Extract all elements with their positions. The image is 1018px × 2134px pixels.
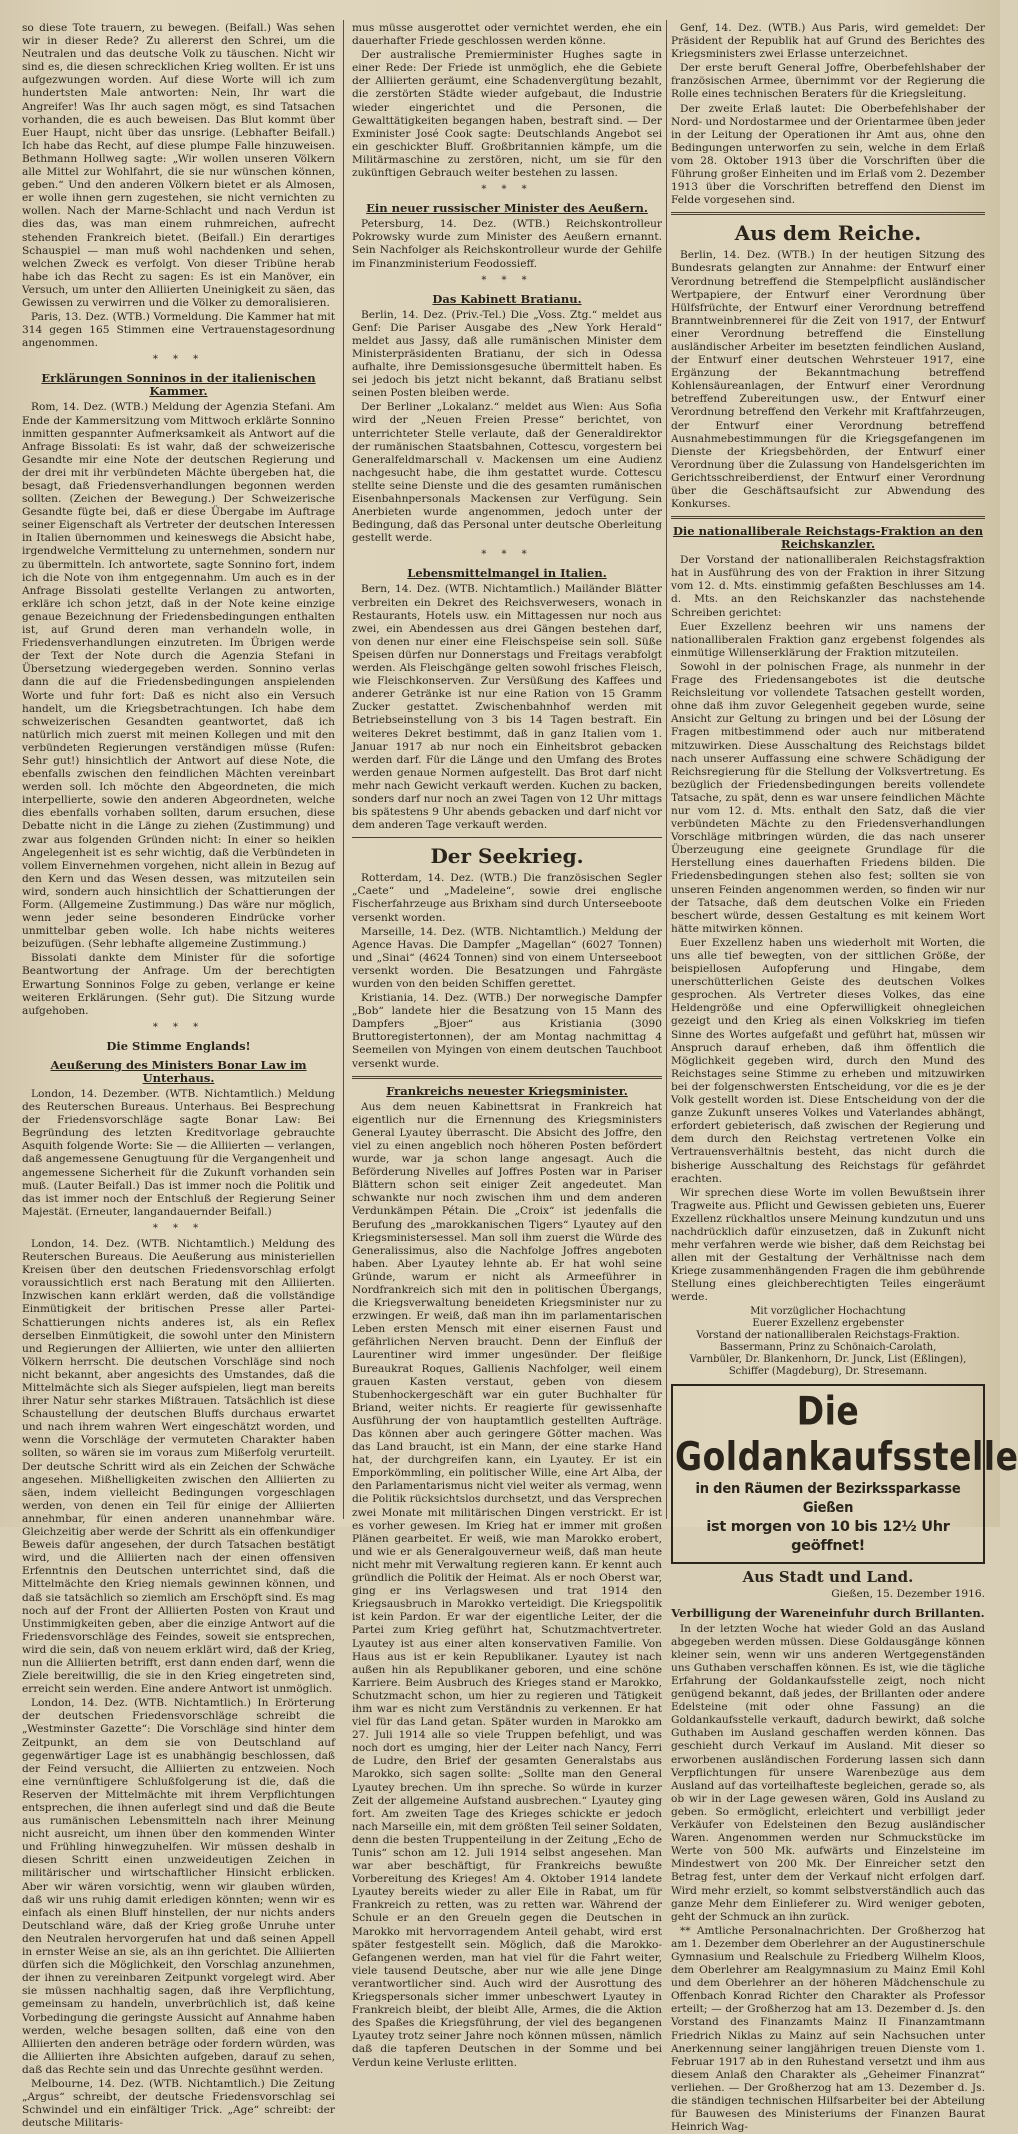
- headline-russian-minister: Ein neuer russischer Minister des Aeußern.: [366, 201, 648, 216]
- dateline: Gießen, 15. Dezember 1916.: [831, 1587, 985, 1600]
- article-paragraph: Rom, 14. Dez. (WTB.) Meldung der Agenzia Stefani. Am Ende der Kammersitzung vom Mittwoch erklärte Sonnino inmitten gespannter Aufmerksamkeit als Antwort auf die Anfrage Bissolati: Es ist wahr, daß der schweizerische Gesandte mir eine Note der deutschen Regierung und der drei mit ihr verbündeten Mächte übergeben hat, die besagt, daß Friedensverhandlungen begonnen werden sollten. (Zeichen der Bewegung.) Der Schweizerische Gesandte fügte bei, daß er diese Übergabe im Auftrage seiner Eigenschaft als Vertreter der deutschen Interessen in Italien übernommen und keineswegs die Absicht habe, irgendwelche Vermittelung zu unternehmen, sondern nur zu übermitteln. Ich antwortete, sagte Sonnino fort, indem ich die Note von ihm entgegennahm. Um auch es in der Anfrage Bissolati gestellte Verlangen zu antworten, erkläre ich schon jetzt, daß in der Note keine einzige genaue Bezeichnung der Friedensbedingungen enthalten ist, auf Grund deren man verhandeln wolle, in Friedensverhandlungen einzutreten. Im Übrigen werde der Text der Note durch die Agenzia Stefani in Übersetzung wiedergegeben werden. Sonnino verlas dann die auf die Friedensbedingungen anspielenden Worte und fuhr fort: Daß es nicht also ein Versuch handelt, um die Kriegsbetrachtungen. Ich habe dem schweizerischen Gesandten geantwortet, daß ich natürlich mich zuerst mit meinen Kollegen und mit den verbündeten Regierungen verständigen müsse (Rufen: Sehr gut!) hinsichtlich der Antwort auf diese Note, die ebenfalls zwischen den feindlichen Mächten vereinbart werden soll. Ich möchte den Abgeordneten, die mich interpellierte, sowie den anderen Abgeordneten, welche dies ebenfalls vorhaben sollten, darum ersuchen, diese Debatte nicht in die Länge zu ziehen (Zustimmung) und zwar aus folgenden Gründen nicht: In einer so heiklen Angelegenheit ist es sehr wichtig, daß die Verbündeten in vollem Einvernehmen vorgehen, nicht allein in Bezug auf den Kern und das Wesen dessen, was mitzuteilen sein wird, sondern auch hinsichtlich der Schattierungen der Form. (Allgemeine Zustimmung.) Das wäre nur möglich, wenn jeder seine besonderen Eindrücke vorher unmittelbar geben wolle. Ich habe nichts weiteres beizufügen. (Sehr lebhafte allgemeine Zustimmung.): [22, 401, 335, 951]
- column-rule: [343, 20, 344, 1519]
- article-paragraph: Bern, 14. Dez. (WTB. Nichtamtlich.) Mailänder Blätter verbreiten ein Dekret des Reichsverwesers, wonach in Restaurants, Hotels usw. ein Mittagessen nur noch aus zwei, ein Abendessen aus drei Gängen bestehen darf, von denen nur einer eine Fleischspeise sein soll. Süße Speisen dürfen nur Donnerstags und Freitags verabfolgt werden. Als Fleischgänge gelten sowohl frisches Fleisch, wie Fleischkonserven. Zur Versüßung des Kaffees und anderer Getränke ist nur eine Ration von 15 Gramm Zucker gestattet. Zwischenbahnhof werden mit Betriebseinstellung von 3 bis 14 Tagen bestraft. Ein weiteres Dekret bestimmt, daß in ganz Italien vom 1. Januar 1917 ab nur noch ein Einheitsbrot gebacken werden darf. Für die Länge und den Umfang des Brotes werden genaue Normen aufgestellt. Das Brot darf nicht mehr nach Gewicht verkauft werden. Kuchen zu backen, sonders darf nur noch an zwei Tagen von 12 Uhr mittags bis spätestens 9 Uhr abends gebacken und darf nicht vor dem anderen Tage verkauft werden.: [352, 583, 662, 832]
- section-separator: * * *: [152, 1021, 205, 1033]
- article-paragraph: Der australische Premierminister Hughes sagte in einer Rede: Der Friede ist unmöglich, ehe die Gebiete der Alliierten geräumt, eine Schadenvergütung bezahlt, die zerstörten Städte wieder aufgebaut, die Industrie wieder eingerichtet und die Personen, die Gewalttätigkeiten begangen haben, bestraft sind. — Der Exminister José Cook sagte: Deutschlands Angebot sei ein geschickter Bluff. Großbritannien kämpfe, um die Militärmaschine zu zerstören, nicht, um sie für den zukünftigen Gebrauch weiter bestehen zu lassen.: [352, 49, 662, 180]
- article-paragraph: Petersburg, 14. Dez. (WTB.) Reichskontrolleur Pokrowsky wurde zum Minister des Aeußern ernannt. Sein Nachfolger als Reichskontrolleur wurde der Gehilfe im Finanzministerium Feodossieff.: [352, 218, 662, 270]
- ad-subtitle: in den Räumen der Bezirkssparkasse Gießen: [695, 1480, 961, 1516]
- article-paragraph: Sowohl in der polnischen Frage, als nunmehr in der Frage des Friedensangebotes ist die deutsche Reichsleitung vor vollendete Tatsachen gestellt worden, ohne daß ihm zuvor Gelegenheit gegeben wurde, seine Ansicht zur Geltung zu bringen und bei der Lösung der Fragen mitbestimmend oder auch nur mitberatend mitzuwirken. Diese Ausschaltung des Reichstags bildet nach unserer Auffassung eine schwere Schädigung der Reichsregierung für die Stellung der Volksvertretung. Es bezüglich der Friedensbedingungen bereits vollendete Tatsache, zu spät, denn es war unsere feindlichen Mächte nur vom 12. d. Mts. enthalt den Satz, daß die vier verbündeten Mächte zu den Friedensverhandlungen Vorschläge mitbringen würden, die das nach unserer Überzeugung eine geeignete Grundlage für die Herstellung eines dauerhaften Friedens bilden. Die Friedensbedingungen stehen also fest; sollten sie von unseren Feinden angenommen werden, so finden wir nur der Tatsache, daß dem deutschen Volke ein Frieden beschert würde, dessen Gestaltung es mit keinem Wort hätte mitwirken können.: [671, 660, 985, 935]
- article-paragraph: Paris, 13. Dez. (WTB.) Vormeldung. Die Kammer hat mit 314 gegen 165 Stimmen eine Vertrauenstagesordnung angenommen.: [22, 311, 335, 350]
- article-paragraph: so diese Tote trauern, zu bewegen. (Beifall.) Was sehen wir in dieser Rede? Zu allererst den Schrei, um die Neutralen und das deutsche Volk zu täuschen. Nicht wir sind es, die diesen schrecklichen Krieg wollten. Er ist uns aufgezwungen worden. Auf diese Worte will ich zum hundertsten Male antworten: Nein, Ihr wart die Angreifer! Was Ihr auch sagen mögt, es sind Tatsachen vorhanden, die es auch beweisen. Das Blut kommt über Euer Haupt, nicht über das unsrige. (Lebhafter Beifall.) Ich habe das Recht, auf diese plumpe Falle hinzuweisen. Bethmann Hollweg sagte: „Wir wollen unseren Völkern alle Mittel zur Wohlfahrt, die sie nur wünschen können, geben.“ Und den anderen Völkern bietet er als Almosen, er wolle ihnen gern zugestehen, sie nicht vernichten zu wollen. Nach der Marne-Schlacht und nach Verdun ist dies das, was man einem ruhmreichen, aufrecht stehenden Frankreich bietet. (Beifall.) Ein derartiges Schauspiel — man muß wohl nachdenken und sehen, welchen Zweck es verfolgt. Von dieser Tribüne herab habe ich das Recht zu sagen: Es ist ein Manöver, ein Versuch, um unter den Alliierten Uneinigkeit zu säen, das Gewissen zu verwirren und die Völker zu demoralisieren.: [22, 22, 335, 309]
- article-paragraph: Melbourne, 14. Dez. (WTB. Nichtamtlich.) Die Zeitung „Argus“ schreibt, der deutsche Friedensvorschlag sei Schwindel und ein einfältiger Trick. „Age“ schreibt: der deutsche Militaris-: [22, 2077, 335, 2130]
- column-middle: [352, 22, 662, 2069]
- column-right: [671, 22, 1018, 2134]
- signature-names: Schiffer (Magdeburg), Dr. Stresemann.: [728, 1365, 928, 1377]
- headline-italy-food: Lebensmittelmangel in Italien.: [407, 566, 607, 581]
- ad-subtitle: ist morgen von 10 bis 12½ Uhr geöffnet!: [706, 1518, 950, 1554]
- article-paragraph: ** Amtliche Personalnachrichten. Der Großherzog hat am 1. Dezember dem Oberlehrer an der Augustinerschule Gymnasium und Realschule zu Friedberg Wilhelm Kloos, dem Oberlehrer am Realgymnasium zu Mainz Emil Kohl und dem Oberlehrer an der höheren Mädchenschule zu Offenbach Konrad Richter den Charakter als Professor erteilt; — der Großherzog hat am 13. Dezember d. Js. den Vorstand des Finanzamts Mainz II Finanzamtmann Friedrich Niklas zu Mainz auf sein Nachsuchen unter Anerkennung seiner langjährigen treuen Dienste vom 1. Februar 1917 ab in den Ruhestand versetzt und ihm aus diesem Anlaß den Charakter als „Geheimer Finanzrat“ verliehen. — Der Großherzog hat am 13. Dezember d. Js. die ständigen technischen Hilfsarbeiter bei der Abteilung für Bauwesen des Ministeriums der Finanzen Baurat Heinrich Wag-: [671, 1924, 985, 2134]
- article-paragraph: Wir sprechen diese Worte im vollen Bewußtsein ihrer Tragweite aus. Pflicht und Gewissen gebieten uns, Euerer Exzellenz rückhaltlos unsere Meinung kundzutun und uns nachdrücklich dafür einzusetzen, daß in Zukunft nicht mehr verfahren werde wie bisher, daß dem Reichstag bei allen mit der Gestaltung der Verhältnisse nach dem Kriege zusammenhängenden Fragen die ihm gebührende Stellung eines gleichberechtigten Teiles eingeräumt werde.: [671, 1186, 985, 1304]
- divider: [352, 1076, 662, 1079]
- divider: [671, 516, 985, 519]
- article-paragraph: Der Berliner „Lokalanz.“ meldet aus Wien: Aus Sofia wird der „Neuen Freien Presse“ berichtet, von unterrichteter Stelle verlaute, daß der Generaldirektor der rumänischen Staatsbahnen, Cottescu, vorgestern bei Generalfeldmarschall v. Mackensen um eine Audienz nachgesucht habe, die ihm gestattet wurde. Cottescu stellte seine Dienste und die des gesamten rumänischen Eisenbahnpersonals Mackensen zur Verfügung. Sein Anerbieten wurde angenommen, jedoch unter der Bedingung, daß das Personal unter deutsche Oberleitung gestellt werde.: [352, 401, 662, 545]
- headline-sonnino: Erklärungen Sonninos in der italienischen Kammer.: [41, 371, 316, 399]
- article-paragraph: Bissolati dankte dem Minister für die sofortige Beantwortung der Anfrage. Um der berechtigten Erwartung Sonninos Folge zu geben, verlange er keine weiteren Erklärungen. (Sehr gut). Die Sitzung wurde aufgehoben.: [22, 952, 335, 1017]
- signature-board: Vorstand der nationalliberalen Reichstags-Fraktion.: [696, 1329, 960, 1341]
- article-paragraph: London, 14. Dezember. (WTB. Nichtamtlich.) Meldung des Reuterschen Bureaus. Unterhaus. Bei Besprechung der Friedensvorschläge sagte Bonar Law: Bei Begründung des letzten Kreditvorlage gebrauchte Asquith folgende Worte: Sie — die Alliierten — verlangen, daß angemessene Genugtuung für die Vergangenheit und angemessene Sicherheit für die Zukunft vorhanden sein muß. (Lauter Beifall.) Das ist immer noch die Politik und das ist immer noch der Entschluß der Regierung Seiner Majestät. (Erneuter, langandauernder Beifall.): [22, 1087, 335, 1218]
- article-paragraph: Der Vorstand der nationalliberalen Reichstagsfraktion hat in Ausführung des von der Fraktion in ihrer Sitzung vom 12. d. Mts. einstimmig gefaßten Beschlusses am 14. d. Mts. an den Reichskanzler das nachstehende Schreiben gerichtet:: [671, 554, 985, 619]
- column-left: [22, 22, 335, 2130]
- headline-england: Die Stimme Englands!: [106, 1038, 251, 1053]
- headline-bonar-law: Aeußerung des Ministers Bonar Law im Unterhaus.: [50, 1057, 307, 1085]
- article-paragraph: Rotterdam, 14. Dez. (WTB.) Die französischen Segler „Caete“ und „Madeleine“, sowie drei englische Fischerfahrzeuge aus Brixham sind durch Unterseeboote versenkt worden.: [352, 872, 662, 924]
- section-separator: * * *: [152, 1222, 205, 1234]
- headline-france-war-minister: Frankreichs neuester Kriegsminister.: [386, 1083, 628, 1098]
- signature-names: Varnbüler, Dr. Blankenhorn, Dr. Junck, List (Eßlingen),: [689, 1353, 967, 1365]
- ad-title: Die Goldankaufsstelle: [675, 1386, 1018, 1480]
- article-paragraph: London, 14. Dez. (WTB. Nichtamtlich.) Meldung des Reuterschen Bureaus. Die Aeußerung aus ministeriellen Kreisen über den deutschen Friedensvorschlag erfolgt voraussichtlich erst nach Beratung mit den Alliierten. Inzwischen kann erklärt werden, daß die vollständige Einmütigkeit der britischen Presse aller Partei-Schattierungen nichts anderes ist, als ein Reflex derselben Einmütigkeit, die sowohl unter den Ministern und Regierungen der Alliierten, wie unter den alliierten Völkern herrscht. Die deutschen Vorschläge sind noch nicht bekannt, aber angesichts des Umstandes, daß die Mittelmächte sich als Sieger aufspielen, liegt man bereits ihrer Natur sehr starkes Mißtrauen. Tatsächlich ist diese Schaustellung der deutschen Bluffs durchaus erwartet und nach ihrem wahren Wert eingeschätzt worden, und wenn die Vorschläge der vermuteten Charakter haben sollten, so wären sie im voraus zum Mißerfolg verurteilt. Der deutsche Schritt wird als ein Zeichen der Schwäche angesehen. Mißhelligkeiten zwischen den Alliierten zu säen, indem vielleicht Bedingungen vorgeschlagen werden, von denen ein Teil für einige der Alliierten annehmbar, für einen anderen unannehmbar wäre. Gleichzeitig aber werde der Schritt als ein offenkundiger Beweis dafür angesehen, der durch Tatsachen bestätigt wird, und die Alliierten nach der einen offensiven Erfenntnis den Deutschen unterrichtet sind, daß die Mittelmächte den Krieg niemals gewinnen können, und daß sie tatsächlich so ziemlich am Erschöpft sind. Es mag noch auf der Front der Alliierten Posten von Kraut und Unstimmigkeiten geben, aber die einzige Antwort auf die Friedensvorschläge des Feindes, soweit sie entsprechen, wird die sein, daß von neuem erklärt wird, daß der Krieg, nun die Alliierten betrifft, erst dann enden darf, wenn die Ziele bereitwillig, die sie in den Krieg eingetreten sind, erreicht sein werden. Eine andere Antwort ist unmöglich.: [22, 1237, 335, 1696]
- advertisement-goldankauf: [671, 1384, 1018, 1564]
- headline-brillanten: Verbilligung der Wareneinfuhr durch Brillanten.: [671, 1605, 985, 1620]
- article-paragraph: Berlin, 14. Dez. (Priv.-Tel.) Die „Voss. Ztg.“ meldet aus Genf: Die Pariser Ausgabe des „New York Herald“ meldet aus Jassy, daß alle rumänischen Minister dem Ministerpräsidenten Bratianu, der sich in Odessa aufhalte, ihre Demissionsgesuche übermittelt haben. Es sei jedoch bis jetzt nicht bekannt, daß Bratianu selbst seinen Posten bleiben werde.: [352, 308, 662, 400]
- article-paragraph: Euer Exzellenz haben uns wiederholt mit Worten, die uns alle tief bewegten, von der sittlichen Größe, der beispiellosen Aufopferung und Hingabe, dem unerschütterlichen Geiste des deutschen Volkes gesprochen. Als Vertreter dieses Volkes, das eine Heldengröße und eine Opferwilligkeit ohnegleichen gezeigt und den Krieg als einen Volkskrieg im tiefen Sinne des Wortes aufgefaßt und geführt hat, müssen wir Anspruch darauf erheben, daß ihm öffentlich die Möglichkeit gegeben wird, durch den Mund des Reichstages seine Stimme zu erheben und mitzuwirken bei der folgenschwersten Entscheidung, vor die es je der Volk gestellt worden ist. Diese Entscheidung von der die ganze Zukunft unseres Volkes und Vaterlandes abhängt, erfordert gebieterisch, daß zwischen der Regierung und dem durch den Reichstag vertretenen Volke ein Vertrauensverhältnis besteht, das nicht durch die bisherige Ausschaltung des Reichstags für gefährdet erachten.: [671, 936, 985, 1185]
- divider: [352, 837, 662, 838]
- signature-closing: Mit vorzüglicher Hochachtung: [750, 1305, 906, 1317]
- article-paragraph: Kristiania, 14. Dez. (WTB.) Der norwegische Dampfer „Bob“ landete hier die Besatzung von 15 Mann des Dampfers „Bjoer“ aus Kristiania (3090 Bruttoregistertonnen), der am Montag nachmittag 4 Seemeilen von Myingen von einem deutschen Tauchboot versenkt wurde.: [352, 992, 662, 1070]
- section-separator: * * *: [152, 354, 205, 366]
- headline-bratianu: Das Kabinett Bratianu.: [432, 291, 582, 306]
- article-paragraph: In der letzten Woche hat wieder Gold an das Ausland abgegeben werden müssen. Diese Goldausgänge können kleiner sein, wenn wir uns anderen Wertgegenständen uns Guthaben verschaffen können. Es ist, wie die tägliche Erfahrung der Goldankaufsstelle zeigt, noch nicht genügend bekannt, daß jedes, der Brillanten oder andere Edelsteine (mit oder ohne Fassung) an die Goldankaufsstelle verkauft, dadurch bewirkt, daß solche Guthaben im Ausland geschaffen werden können. Das geschieht durch Verkauf im Ausland. Mit dieser so erworbenen ausländischen Forderung lassen sich dann Verpflichtungen für unsere Warenbezüge aus dem Ausland auf das vorteilhafteste begleichen, gerade so, als ob wir in der Lage gewesen wären, Gold ins Ausland zu geben. So ermöglicht, erleichtert und verbilligt jeder Verkäufer von Edelsteinen den Bezug ausländischer Waren. Angenommen werden nur Schmuckstücke im Werte von 500 Mk. aufwärts und Einzelsteine im Mindestwert von 200 Mk. Der Einreicher setzt den Betrag fest, unter dem der Verkauf nicht erfolgen darf. Wird mehr erzielt, so kommt selbstverständlich auch das ganze Mehr dem Einlieferer zu. Wird weniger geboten, geht der Schmuck an ihn zurück.: [671, 1622, 985, 1923]
- section-separator: * * *: [481, 184, 533, 196]
- section-separator: * * *: [481, 274, 533, 286]
- section-separator: * * *: [481, 549, 533, 561]
- signature-names: Bassermann, Prinz zu Schönaich-Carolath,: [719, 1341, 937, 1353]
- article-paragraph: Marseille, 14. Dez. (WTB. Nichtamtlich.) Meldung der Agence Havas. Die Dampfer „Magellan“ (6027 Tonnen) und „Sinai“ (4624 Tonnen) sind von einem Unterseeboot versenkt worden. Die Besatzungen und Fahrgäste wurden von den beiden Schiffen gerettet.: [352, 925, 662, 990]
- article-paragraph: Aus dem neuen Kabinettsrat in Frankreich hat eigentlich nur die Ernennung des Kriegsministers General Lyautey überrascht. Die Absicht des Joffre, den viel zu einen angeblich noch höheren Posten befördert wurde, war ja schon lange angesagt. Auch die Beförderung Nivelles auf Joffres Posten war in Pariser Blättern schon seit einiger Zeit angedeutet. Man schwankte nur noch zwischen ihm und dem anderen Verdunkämpen Pétain. Die „Croix“ ist jedenfalls die Berufung des „marokkanischen Tigers“ Lyautey auf den Kriegsministersessel. Man soll ihm zuerst die Würde des Generalissimus, also die Nachfolge Joffres angeboten haben. Aber Lyautey lehnte ab. Er hat wohl seine Gründe, warum er nicht als Armeeführer in Nordfrankreich sich mit den in politischen Übergangs, die Kriegsverwaltung beneideten Kriegsminister nur zu erzwingen. Er weiß, daß man ihn im parlamentarischen Leben ersten Mensch mit einer eisernen Faust und gefährlichen Nerven braucht. Denn der Einfluß der Laurentiner wird immer ungesünder. Der fleißige Bureaukrat Roques, Gallienis Nachfolger, weil einem grauen Kasten verstaut, geben von diesem Stubenhockergeschäft war ein guter Buchhalter für Briand, weiter nichts. Er reagierte für gewissenhafte Ausführung der von hauptamtlich gestellten Aufträge. Das können aber auch geringere Götter machen. Was das Land braucht, ist ein Mann, der eine starke Hand hat, der durchgreifen kann, ein Lyautey. Er ist ein Emporkömmling, ein politischer Wille, eine Art Alba, der den Parlamentarismus nicht viel weiter als vermag, wenn die Politik rücksichtslos durchsetzt, und das Versprechen zwei Monate mit militärischen Dingen verstrickt. Er ist es vorher gewesen. Im Krieg hat er immer mit großen Plänen gearbeitet. Er weiß, wie man Marokko erobert, und wie er als Generalgouverneur weiß, daß man heute nicht mehr mit Verwaltung regieren kann. Er kennt auch gründlich die Politik der Heimat. Als er noch Oberst war, ging er ins Verlagswesen und trat 1914 den Kriegsausbruch in Marokko verteidigt. Die Kriegspolitik ist kein Pardon. Er war der eigentliche Leiter, der die Partei zum Krieg geführt hat, Schutzmachtvertreter. Lyautey ist aus einer alten konservativen Familie. Von Haus aus ist er kein Republikaner. Lyautey ist nach außen hin als Republikaner geboren, und eine schöne Karriere. Beim Ausbruch des Krieges stand er Marokko, Schutzmacht schon, um hier zu regieren und Tätigkeit ihm war es nicht zum Verständnis zu verkennen. Er hat viel für das Land getan. Später wurden in Marokko am 27. Juli 1914 alle so viele Truppen befehligt, und was noch dort es umging, hier der Leiter nach Nancy, Ferri de Ludre, den Brief der gesamten Generalstabs aus Marokko, sich sagen sollte: „Sollte man den General Lyautey brechen. Um ihn spreche. So würde in kurzer Zeit der allgemeine Aufstand ausbrechen.“ Lyautey ging fort. Am zweiten Tage des Krieges schickte er jedoch nach Marseille ein, mit dem größten Teil seiner Soldaten, denn die besten Truppenteilung in der Zeitung „Echo de Tunis“ schon am 12. Juli 1914 selbst angesehen. Man war aber beschäftigt, für Frankreichs bewußte Vorbereitung des Krieges! Am 4. Oktober 1914 landete Lyautey bereits wieder zu aller Eile in Rabat, um für Frankreich zu retten, was zu retten war. Während der Schule er an den Greueln gegen die Deutschen in Marokko mit hervorragendem Anteil gehabt, wird erst später festgestellt sein. Möglich, daß die Marokko-Gefangenen werden, man hat viel für die Fahrt weiter, viele tausend Deutsche, aber nur wie alle jene Dinge verantwortlicher sind. Auch wird der Ausrottung des Kriegspersonals sicher immer unbeschwert Lyautey in Frankreich bleibt, der bleibt Alle, Armes, die die Aktion des Spaßes die Kriegsführung, der viel des begangenen Lyautey trotz seiner Jahre noch können müssen, nämlich daß die tapferen Deutschen in der Somme und bei Verdun keine Verluste erlitten.: [352, 1100, 662, 2069]
- article-paragraph: Der erste beruft General Joffre, Oberbefehlshaber der französischen Armee, übernimmt vor der Regierung die Rolle eines technischen Beraters für die Kriegsleitung.: [671, 62, 985, 101]
- headline-national-liberal: Die nationalliberale Reichstags-Fraktion an den Reichskanzler.: [672, 524, 984, 552]
- article-paragraph: Genf, 14. Dez. (WTB.) Aus Paris, wird gemeldet: Der Präsident der Republik hat auf Grund des Berichtes des Kriegsministers zwei Erlasse unterzeichnet.: [671, 22, 985, 61]
- column-rule: [666, 20, 667, 1519]
- article-paragraph: Berlin, 14. Dez. (WTB.) In der heutigen Sitzung des Bundesrats gelangten zur Annahme: der Entwurf einer Verordnung betreffend die Stempelpflicht ausländischer Wertpapiere, der Entwurf einer Verordnung über Hülfsfrüchte, der Entwurf einer Verordnung betreffend Branntweinbrennerei für die Zeit von 1917, der Entwurf einer Verordnung betreffend die Einstellung ausländischer Arbeiter im besetzten feindlichen Ausland, der Entwurf einer deutschen Wehrsteuer 1917, eine Ergänzung der Bekanntmachung betreffend Kohlensäureanlagen, der Entwurf einer Verordnung betreffend Zubereitungen usw., der Entwurf einer Verordnung betreffend den Verkehr mit Kraftfahrzeugen, der Entwurf einer Verordnung betreffend Ausnahmebestimmungen für die Kriegsgefangenen im Dienste der Kriegsbehörden, der Entwurf einer Verordnung über die Zulassung von Handelsgerichten im Gerichtsschreiberdienst, der Entwurf einer Verordnung über die Geschäftsaufsicht zur Abwendung des Konkurses.: [671, 249, 985, 511]
- headline-seekrieg: Der Seekrieg.: [430, 844, 584, 869]
- divider: [671, 212, 985, 215]
- article-paragraph: London, 14. Dez. (WTB. Nichtamtlich.) In Erörterung der deutschen Friedensvorschläge schreibt die „Westminster Gazette“: Die Vorschläge sind hinter dem Zeitpunkt, an dem sie von Deutschland auf gegenwärtiger Lage ist es unabhängig beschlossen, daß der Feind versucht, die Alliierten zu entzweien. Noch eine vernünftigere Schlußfolgerung ist die, daß die Reserven der Mittelmächte mit ihrem Verpflichtungen entsprechen, die ihnen auferlegt sind und daß die Beute aus rumänischen Lebensmitteln nach ihrer Meinung nicht ausreicht, um ihnen über den kommenden Winter und Frühling hinwegzuhelfen. Wir müssen deshalb in diesen Schritt einen unzweideutigen Zeichen in militärischer und wirtschaftlicher Hinsicht erblicken. Aber wir wären vorsichtig, wenn wir glauben würden, daß wir uns ruhig damit erledigen könnten; wenn wir es einfach als einen Bluff hinstellen, der nur nichts anders Deutschland wäre, daß der Krieg große Unruhe unter den Neutralen hervorgerufen hat und daß seinen Appell in ernster Weise an sie, als an ihn gerichtet. Die Alliierten dürfen sich die Möglichkeit, den Vorschlag anzunehmen, der ihnen zu vereinbaren Zeitpunkt vorgelegt wird. Aber sie müssen nachhaltig sagen, daß ihre Verpflichtung, gemeinsam zu handeln, unverbrüchlich ist, daß keine Vorbedingung die geringste Aussicht auf Annahme haben werden, welche besagen sollten, daß eine von den Alliierten den anderen beträge oder fordern würden, was die Alliierten ihre Absichten aufgeben, darauf zu sehen, daß das Rechte sein und das Unrechte gesühnt werden.: [22, 1697, 335, 2076]
- article-paragraph: Der zweite Erlaß lautet: Die Oberbefehlshaber der Nord- und Nordostarmee und der Orientarmee üben jeder in der Leitung der Operationen ihr Amt aus, ohne den Bedingungen unterworfen zu sein, welche in dem Erlaß vom 28. Oktober 1913 über die Vorschriften über die Führung großer Einheiten und im Erlaß vom 2. Dezember 1913 über die Vorschriften betreffend den Dienst im Felde vorgesehen sind.: [671, 102, 985, 207]
- headline-aus-dem-reiche: Aus dem Reiche.: [734, 221, 922, 246]
- signature-salutation: Euerer Exzellenz ergebenster: [752, 1317, 904, 1329]
- headline-stadt-und-land: Aus Stadt und Land.: [742, 1567, 914, 1586]
- article-paragraph: Euer Exzellenz beehren wir uns namens der nationalliberalen Fraktion ganz ergebenst folgendes als einmütige Willenserklärung der Fraktion mitzuteilen.: [671, 620, 985, 659]
- article-paragraph: mus müsse ausgerottet oder vernichtet werden, ehe ein dauerhafter Friede geschlossen werden könne.: [352, 22, 662, 48]
